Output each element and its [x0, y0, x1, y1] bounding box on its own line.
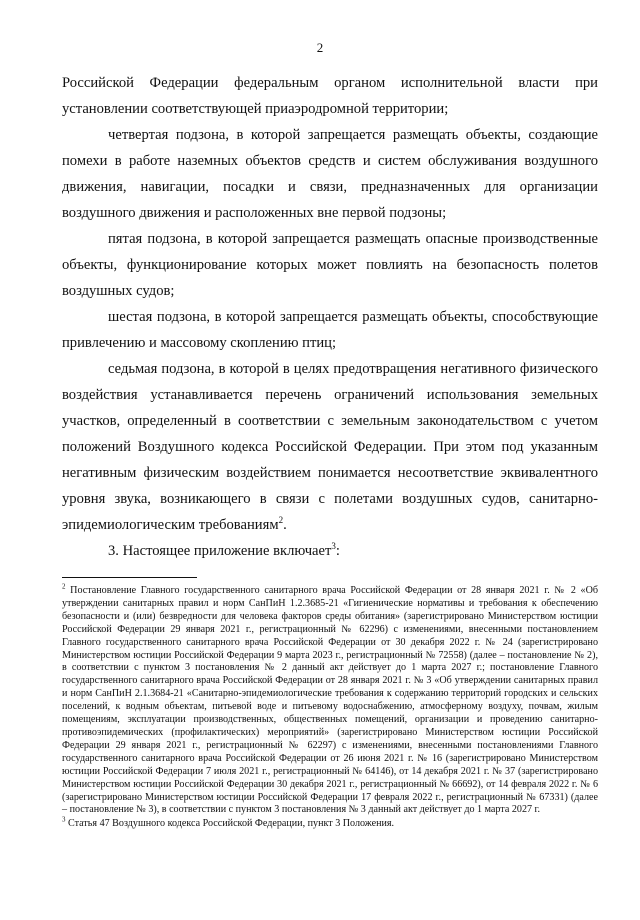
paragraph-airport-territory-continued: [62, 70, 598, 122]
footnote-reference-3[interactable]: 3: [331, 541, 336, 552]
paragraph-text: шестая подзона, в которой запрещается размещать объекты, способствующие привлечению и массовому скоплению птиц;: [62, 309, 598, 351]
body-text: [62, 70, 598, 564]
footnote-mark: 3: [62, 815, 66, 824]
paragraph-sixth-subzone: [62, 304, 598, 356]
paragraph-text: пятая подзона, в которой запрещается размещать опасные производственные объекты, функционирование которых может повлиять на безопасность полетов воздушных судов;: [62, 231, 598, 299]
paragraph-text: четвертая подзона, в которой запрещается размещать объекты, создающие помехи в работе наземных объектов средств и систем обслуживания воздушного движения, навигации, посадки и связи, предназначенных для организации воздушного движения и расположенных вне первой подзоны;: [62, 127, 598, 221]
page-number: 2: [316, 40, 324, 55]
paragraph-fourth-subzone: [62, 122, 598, 226]
paragraph-appendix-includes: [62, 538, 598, 564]
footnote-separator: [62, 577, 197, 578]
footnote-2: [62, 582, 599, 817]
footnotes: [62, 582, 599, 832]
footnote-text: Постановление Главного государственного санитарного врача Российской Федерации от 28 января 2021 г. № 2 «Об утверждении санитарных правил и норм СанПиН 1.2.3685-21 «Гигиенические нормативы и требования к обеспечению безопасности и (или) безвредности для человека факторов среды обитания» (зарегистрировано Министерством юстиции Российской Федерации 29 января 2021 г., регистрационный № 62296) с изменениями, внесенными постановлением Главного государственного санитарного врача Российской Федерации от 30 декабря 2022 г. № 24 (зарегистрировано Министерством юстиции Российской Федерации 9 марта 2023 г., регистрационный № 72558) (далее – постановление № 2), в соответствии с пунктом 3 постановления № 2 данный акт действует до 1 марта 2027 г.; постановление Главного государственного санитарного врача Российской Федерации от 28 января 2021 г. № 3 «Об утверждении санитарных правил и норм СанПиН 2.1.3684-21 «Санитарно-эпидемиологические требования к содержанию территорий городских и сельских поселений, к водным объектам, питьевой воде и питьевому водоснабжению, атмосферному воздуху, почвам, жилым помещениям, эксплуатации производственных, общественных помещений, организации и проведению санитарно-противоэпидемических (профилактических) мероприятий» (зарегистрировано Министерством юстиции Российской Федерации 29 января 2021 г., регистрационный № 62297) с изменениями, внесенными постановлениями Главного государственного санитарного врача Российской Федерации от 26 июня 2021 г. № 16 (зарегистрировано Министерством юстиции Российской Федерации 7 июля 2021 г., регистрационный № 64146), от 14 декабря 2021 г. № 37 (зарегистрировано Министерством юстиции Российской Федерации 30 декабря 2021 г., регистрационный № 66692), от 14 февраля 2022 г. № 6 (зарегистрировано Министерством юстиции Российской Федерации 17 февраля 2022 г., регистрационный № 67331) (далее – постановление № 3), в соответствии с пунктом 3 постановления № 3 данный акт действует до 1 марта 2027 г.: [62, 585, 599, 816]
paragraph-text: Российской Федерации федеральным органом исполнительной власти при установлении соответствующей приаэродромной территории;: [62, 75, 598, 117]
footnote-text: Статья 47 Воздушного кодекса Российской Федерации, пункт 3 Положения.: [68, 818, 395, 830]
paragraph-text: 3. Настоящее приложение включает: [108, 543, 332, 559]
paragraph-trailing: :: [335, 543, 340, 559]
paragraph-text: седьмая подзона, в которой в целях предотвращения негативного физического воздействия устанавливается перечень ограничений использования земельных участков, определенный в соответствии с земельным законодательством с учетом положений Воздушного кодекса Российской Федерации. При этом под указанным негативным физическим воздействием понимается несоответствие эквивалентного уровня звука, возникающего в связи с полетами воздушных судов, санитарно-эпидемиологическим требованиям: [62, 361, 598, 533]
footnote-3: [62, 815, 598, 831]
footnote-mark: 2: [62, 582, 66, 591]
paragraph-fifth-subzone: [62, 226, 598, 304]
footnote-reference-2[interactable]: 2: [278, 515, 284, 526]
paragraph-trailing: .: [283, 517, 287, 533]
paragraph-seventh-subzone: [62, 356, 598, 538]
